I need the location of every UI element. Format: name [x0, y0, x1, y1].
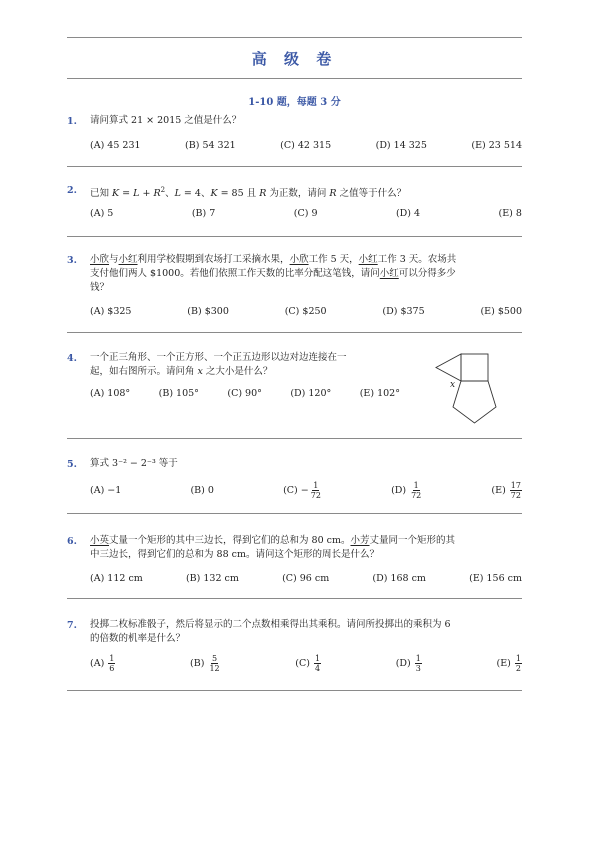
option-d[interactable]: (D) 14 325	[375, 140, 427, 151]
option-e[interactable]: (E) 8	[498, 208, 522, 219]
option-a[interactable]: (A) −1	[90, 485, 122, 496]
divider	[67, 690, 522, 691]
option-c[interactable]: (C) 9	[293, 208, 318, 219]
angle-x-label: x	[450, 380, 456, 390]
option-d[interactable]: (D) $\frac{1}{3}$	[395, 654, 421, 673]
divider	[67, 598, 522, 599]
question-4-text: 一个正三角形、一个正方形、一个正五边形以边对边连接在一 起，如右图所示。请问角 x 之大小是什么？	[90, 352, 347, 377]
page-title: 高 级 卷	[251, 50, 338, 68]
option-b[interactable]: (B) 0	[190, 485, 214, 496]
question-3-options	[90, 306, 522, 317]
option-a[interactable]: (A) $\frac{1}{6}$	[90, 654, 115, 673]
option-c[interactable]: (C) $250	[284, 306, 327, 317]
option-b[interactable]: (B) 132 cm	[185, 573, 239, 584]
option-e[interactable]: (E) 102°	[359, 388, 400, 399]
question-2-options	[90, 208, 522, 219]
option-b[interactable]: (B) $300	[187, 306, 229, 317]
polygon-figure	[432, 350, 522, 430]
divider	[67, 236, 522, 237]
question-5-number: 5.	[67, 459, 77, 470]
option-a[interactable]: (A) 112 cm	[90, 573, 143, 584]
divider	[67, 332, 522, 333]
option-d[interactable]: (D) 168 cm	[372, 573, 426, 584]
option-d[interactable]: (D) $\frac{1}{72}$	[391, 481, 422, 500]
question-7-number: 7.	[67, 620, 77, 631]
option-a[interactable]: (A) 108°	[90, 388, 131, 399]
question-1-text: 请问算式 21 × 2015 之值是什么？	[90, 115, 242, 126]
option-c[interactable]: (C) − $\frac{1}{72}$	[283, 481, 321, 500]
option-e[interactable]: (E) 156 cm	[469, 573, 522, 584]
option-d[interactable]: (D) $375	[382, 306, 425, 317]
question-5-options	[90, 481, 522, 500]
question-7-options	[90, 654, 522, 673]
option-d[interactable]: (D) 4	[395, 208, 421, 219]
question-4-number: 4.	[67, 353, 77, 364]
question-2-text: 已知 $K = L + R^2$、L = 4、K = 85 且 R 为正数，请问 R 之值等于什么？	[90, 186, 407, 200]
option-c[interactable]: (C) 42 315	[280, 140, 332, 151]
title-rule	[67, 78, 522, 79]
option-d[interactable]: (D) 120°	[290, 388, 332, 399]
option-e[interactable]: (E) $\frac{1}{2}$	[496, 654, 521, 673]
option-b[interactable]: (B) 54 321	[185, 140, 236, 151]
option-c[interactable]: (C) $\frac{1}{4}$	[295, 654, 321, 673]
option-a[interactable]: (A) $325	[90, 306, 132, 317]
question-6-options	[90, 573, 522, 584]
divider	[67, 513, 522, 514]
option-b[interactable]: (B) 105°	[158, 388, 199, 399]
option-a[interactable]: (A) 5	[90, 208, 114, 219]
question-6-text: 小英丈量一个矩形的其中三边长，得到它们的总和为 80 cm。小芳丈量同一个矩形的其 中三边长，得到它们的总和为 88 cm。请问这个矩形的周长是什么？	[90, 535, 456, 560]
question-5-text: 算式 3⁻² − 2⁻³ 等于	[90, 458, 178, 469]
question-6-number: 6.	[67, 536, 77, 547]
question-3-number: 3.	[67, 255, 77, 266]
option-e[interactable]: (E) $500	[480, 306, 522, 317]
divider	[67, 438, 522, 439]
option-b[interactable]: (B) $\frac{5}{12}$	[190, 654, 220, 673]
divider	[67, 166, 522, 167]
question-7-text: 投掷二枚标准骰子，然后将显示的二个点数相乘得出其乘积。请问所投掷出的乘积为 6 的倍数的机率是什么？	[90, 619, 451, 644]
option-e[interactable]: (E) $\frac{17}{72}$	[491, 481, 521, 500]
option-c[interactable]: (C) 90°	[227, 388, 262, 399]
option-a[interactable]: (A) 45 231	[90, 140, 141, 151]
question-2-number: 2.	[67, 185, 77, 196]
option-e[interactable]: (E) 23 514	[471, 140, 522, 151]
question-4-options	[90, 388, 400, 399]
question-3-text: 小欣与小红利用学校假期到农场打工采摘水果，小欣工作 5 天，小红工作 3 天。农场共 支付他们两人 $1000。若他们依照工作天数的比率分配这笔钱，请问小红可以分得多少 钱？	[90, 254, 457, 293]
section-heading: 1-10 题，每题 3 分	[248, 97, 341, 108]
question-1-number: 1.	[67, 116, 77, 127]
question-1-options	[90, 140, 522, 151]
top-rule	[67, 37, 522, 38]
option-b[interactable]: (B) 7	[191, 208, 216, 219]
option-c[interactable]: (C) 96 cm	[282, 573, 330, 584]
